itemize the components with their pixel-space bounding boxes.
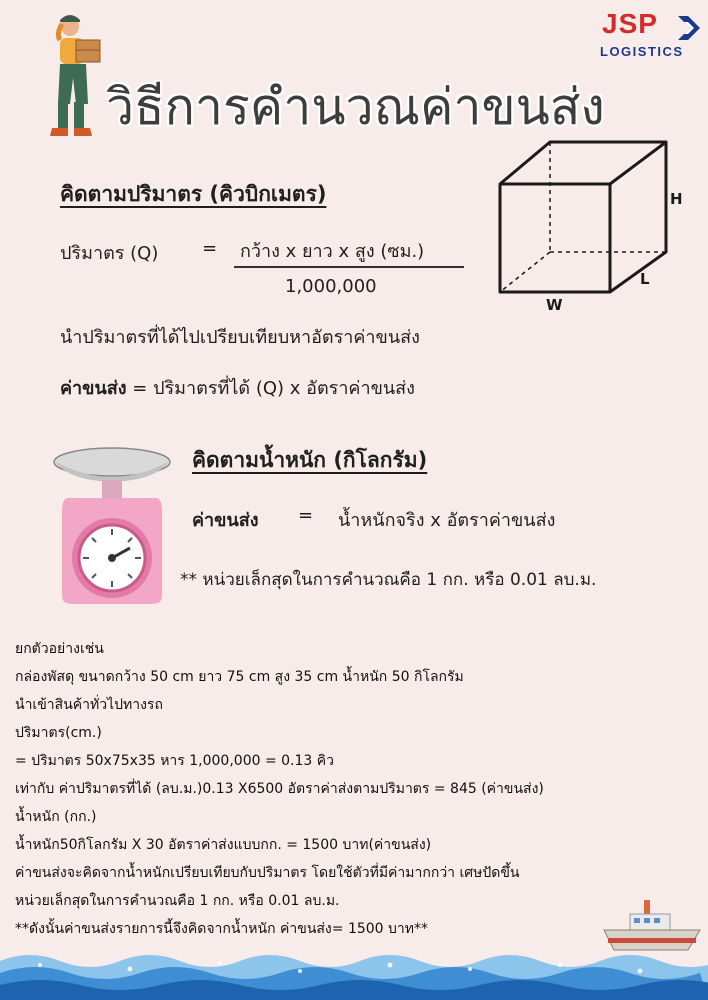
example-line: ค่าขนส่งจะคิดจากน้ำหนักเปรียบเทียบกับปริมาตร โดยใช้ตัวที่มีค่ามากกว่า เศษปัดขึ้น xyxy=(15,865,520,881)
example-line: น้ำหนัก50กิโลกรัม X 30 อัตราค่าส่งแบบกก. = 1500 บาท(ค่าขนส่ง) xyxy=(15,837,432,853)
formula-left: ปริมาตร (Q) xyxy=(60,243,159,264)
example-line: ยกตัวอย่างเช่น xyxy=(15,641,104,657)
formula-numerator: กว้าง x ยาว x สูง (ซม.) xyxy=(240,241,425,262)
weight-cost-label: ค่าขนส่ง xyxy=(192,510,259,531)
cube-label-l: L xyxy=(640,270,650,288)
example-line: น้ำหนัก (กก.) xyxy=(15,809,97,825)
cube-diagram xyxy=(490,136,690,316)
logo-sub-text: LOGISTICS xyxy=(600,44,684,59)
formula-equals: = xyxy=(202,238,218,259)
volume-heading: คิดตามปริมาตร (คิวบิกเมตร) xyxy=(60,182,327,206)
cube-label-w: W xyxy=(546,296,563,314)
example-line: = ปริมาตร 50x75x35 หาร 1,000,000 = 0.13 คิว xyxy=(15,753,334,769)
volume-cost-label: ค่าขนส่ง xyxy=(60,378,127,399)
logo-brand-text: JSP xyxy=(602,8,658,39)
weight-equals: = xyxy=(298,505,314,526)
chevron-logo-icon xyxy=(676,14,702,42)
ocean-waves xyxy=(0,935,708,1000)
smallest-unit-note: ** หน่วยเล็กสุดในการคำนวณคือ 1 กก. หรือ 0.01 ลบ.ม. xyxy=(180,570,597,590)
page-title: วิธีการคำนวณค่าขนส่ง xyxy=(106,78,605,136)
kitchen-scale-icon xyxy=(50,440,174,606)
weight-cost-formula: น้ำหนักจริง x อัตราค่าขนส่ง xyxy=(338,510,556,531)
cube-label-h: H xyxy=(670,190,683,208)
jsp-logistics-logo xyxy=(598,8,702,66)
volume-cost-formula: = ปริมาตรที่ได้ (Q) x อัตราค่าขนส่ง xyxy=(132,378,415,399)
example-line: หน่วยเล็กสุดในการคำนวณคือ 1 กก. หรือ 0.01 ลบ.ม. xyxy=(15,893,340,909)
example-line: ปริมาตร(cm.) xyxy=(15,725,102,741)
formula-denominator: 1,000,000 xyxy=(285,276,377,297)
example-line: **ดังนั้นค่าขนส่งรายการนี้จึงคิดจากน้ำหนัก ค่าขนส่ง= 1500 บาท** xyxy=(15,921,429,937)
delivery-person-icon xyxy=(46,12,106,140)
example-line: เท่ากับ ค่าปริมาตรที่ได้ (ลบ.ม.)0.13 X6500 อัตราค่าส่งตามปริมาตร = 845 (ค่าขนส่ง) xyxy=(15,781,544,797)
example-line: กล่องพัสดุ ขนาดกว้าง 50 cm ยาว 75 cm สูง 35 cm น้ำหนัก 50 กิโลกรัม xyxy=(15,669,464,685)
example-line: นำเข้าสินค้าทั่วไปทางรถ xyxy=(15,697,163,713)
compare-text: นำปริมาตรที่ได้ไปเปรียบเทียบหาอัตราค่าขนส่ง xyxy=(60,327,420,348)
weight-heading: คิดตามน้ำหนัก (กิโลกรัม) xyxy=(192,448,428,472)
fraction-line xyxy=(234,266,464,268)
